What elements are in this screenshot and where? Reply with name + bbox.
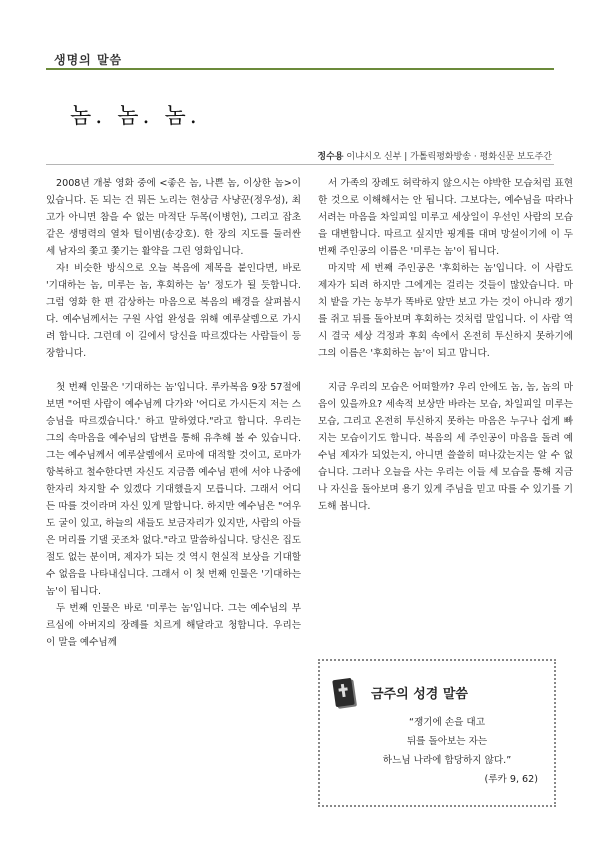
- article-column-right: [318, 175, 573, 515]
- section-label: 생명의 말씀: [54, 53, 123, 67]
- author-affiliation: 이냐시오 신부 | 가톨릭평화방송 · 평화신문 보도주간: [343, 152, 552, 162]
- paragraph: 자! 비슷한 방식으로 오늘 복음에 제목을 붙인다면, 바로 '기대하는 놈, 미루는 놈, 후회하는 놈' 정도가 될 듯합니다. 그럼 영화 한 편 감상하는 마음으로 복음의 배경을 살펴봅시다. 예수님께서는 구원 사업 완성을 위해 예루살렘으로 가시려 합니다. 그런데 이 길에서 당신을 따르겠다는 사람들이 등장합니다.: [46, 263, 301, 359]
- verse-text: [350, 713, 544, 789]
- verse-line: 뒤를 돌아보는 자는: [406, 736, 488, 747]
- paragraph: 서 가족의 장례도 허락하지 않으시는 야박한 모습처럼 표현한 것으로 이해해서는 안 됩니다. 그보다는, 예수님을 따라나서려는 마음을 차일피일 미루고 세상일이 우선인 사람의 모습을 대변합니다. 따르고 싶지만 핑계를 대며 망설이기에 이 두 번째 주인공의 이름은 '미루는 놈'이 됩니다.: [318, 178, 573, 257]
- article-title: 놈. 놈. 놈.: [70, 104, 201, 129]
- article-column-left: [46, 175, 301, 651]
- verse-line: “쟁기에 손을 대고: [409, 717, 485, 728]
- verse-line: 하느님 나라에 합당하지 않다.”: [382, 755, 512, 766]
- paragraph: 마지막 세 번째 주인공은 '후회하는 놈'입니다. 이 사람도 제자가 되려 하지만 그에게는 걸리는 것들이 많았습니다. 마치 밭을 가는 농부가 똑바로 앞만 보고 가는 것이 아니라 쟁기를 쥐고 뒤를 돌아보며 후회하는 것처럼 말입니다. 이 사람 역시 결국 세상 걱정과 후회 속에서 온전히 투신하지 못하기에 그의 이름은 '후회하는 놈'이 되고 맙니다.: [318, 263, 573, 359]
- verse-reference: (루카 9, 62): [484, 774, 538, 785]
- bible-icon: [332, 678, 355, 707]
- byline-rule: [46, 164, 554, 165]
- weekly-verse-box: [318, 659, 556, 807]
- paragraph: 두 번째 인물은 바로 '미루는 놈'입니다. 그는 예수님의 부르심에 아버지의 장례를 치르게 해달라고 청합니다. 우리는 이 말을 예수님께: [46, 603, 301, 648]
- byline: [317, 149, 552, 162]
- verse-box-title: 금주의 성경 말씀: [371, 687, 468, 702]
- paragraph: 2008년 개봉 영화 중에 <좋은 놈, 나쁜 놈, 이상한 놈>이 있습니다. 돈 되는 건 뭐든 노리는 현상금 사냥꾼(정우성), 최고가 아니면 참을 수 없는 마적단 두목(이병헌), 그리고 잡초 같은 생명력의 열차 털이범(송강호). 한 장의 지도를 둘러싼 세 남자의 쫓고 쫓기는 활약을 그린 영화입니다.: [46, 178, 301, 257]
- paragraph: 첫 번째 인물은 '기대하는 놈'입니다. 루카복음 9장 57절에 보면 "어떤 사람이 예수님께 다가와 '어디로 가시든지 저는 스승님을 따르겠습니다.' 하고 말하였다."라고 합니다. 우리는 그의 속마음을 예수님의 답변을 통해 유추해 볼 수 있습니다. 그는 예수님께서 예루살렘에서 로마에 대적할 것이고, 로마가 항복하고 철수한다면 자신도 지금쯤 예수님 편에 서야 나중에 한자리 차지할 수 있겠다 기대했을지 모릅니다. 그래서 어디든 따를 것이라며 자신 있게 말합니다. 하지만 예수님은 "여우도 굴이 있고, 하늘의 새들도 보금자리가 있지만, 사람의 아들은 머리를 기댈 곳조차 없다."라고 말씀하십니다. 당신은 집도 절도 없는 분이며, 제자가 되는 것 역시 현실적 보상을 기대할 수 없음을 나타내십니다. 그래서 이 첫 번째 인물은 '기대하는 놈'이 됩니다.: [46, 382, 301, 597]
- header-rule: [46, 68, 554, 70]
- paragraph: 지금 우리의 모습은 어떠할까? 우리 안에도 놈, 놈, 놈의 마음이 있을까요? 세속적 보상만 바라는 모습, 차일피일 미루는 모습, 그리고 온전히 투신하지 못하는 마음은 누구나 쉽게 빠지는 모습이기도 합니다. 복음의 세 주인공이 마음을 돌려 예수님 제자가 되었는지, 아니면 쓸쓸히 떠나갔는지는 알 수 없습니다. 그러나 오늘을 사는 우리는 이들 세 모습을 통해 지금 나 자신을 돌아보며 용기 있게 주님을 믿고 따를 수 있기를 기도해 봅니다.: [318, 382, 573, 512]
- author-name: 정수용: [317, 152, 344, 162]
